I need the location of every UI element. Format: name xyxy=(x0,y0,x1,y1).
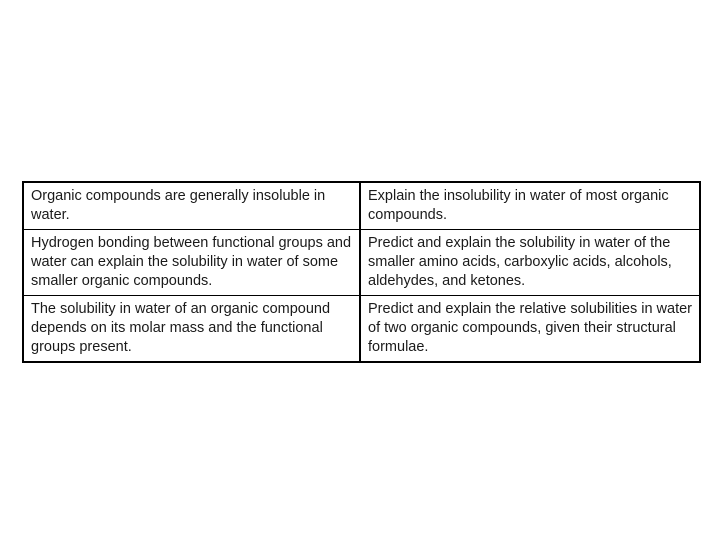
concept-cell: Organic compounds are generally insoluble in water. xyxy=(23,182,360,230)
outcome-cell: Predict and explain the relative solubilities in water of two organic compounds, given their structural formulae. xyxy=(360,296,700,363)
table-row xyxy=(23,182,700,230)
concept-cell: The solubility in water of an organic compound depends on its molar mass and the functional groups present. xyxy=(23,296,360,363)
concepts-outcomes-table xyxy=(22,181,701,363)
table-row xyxy=(23,296,700,363)
concept-cell: Hydrogen bonding between functional groups and water can explain the solubility in water of some smaller organic compounds. xyxy=(23,230,360,296)
outcome-cell: Explain the insolubility in water of most organic compounds. xyxy=(360,182,700,230)
outcome-cell: Predict and explain the solubility in water of the smaller amino acids, carboxylic acids, alcohols, aldehydes, and ketones. xyxy=(360,230,700,296)
table-row xyxy=(23,230,700,296)
